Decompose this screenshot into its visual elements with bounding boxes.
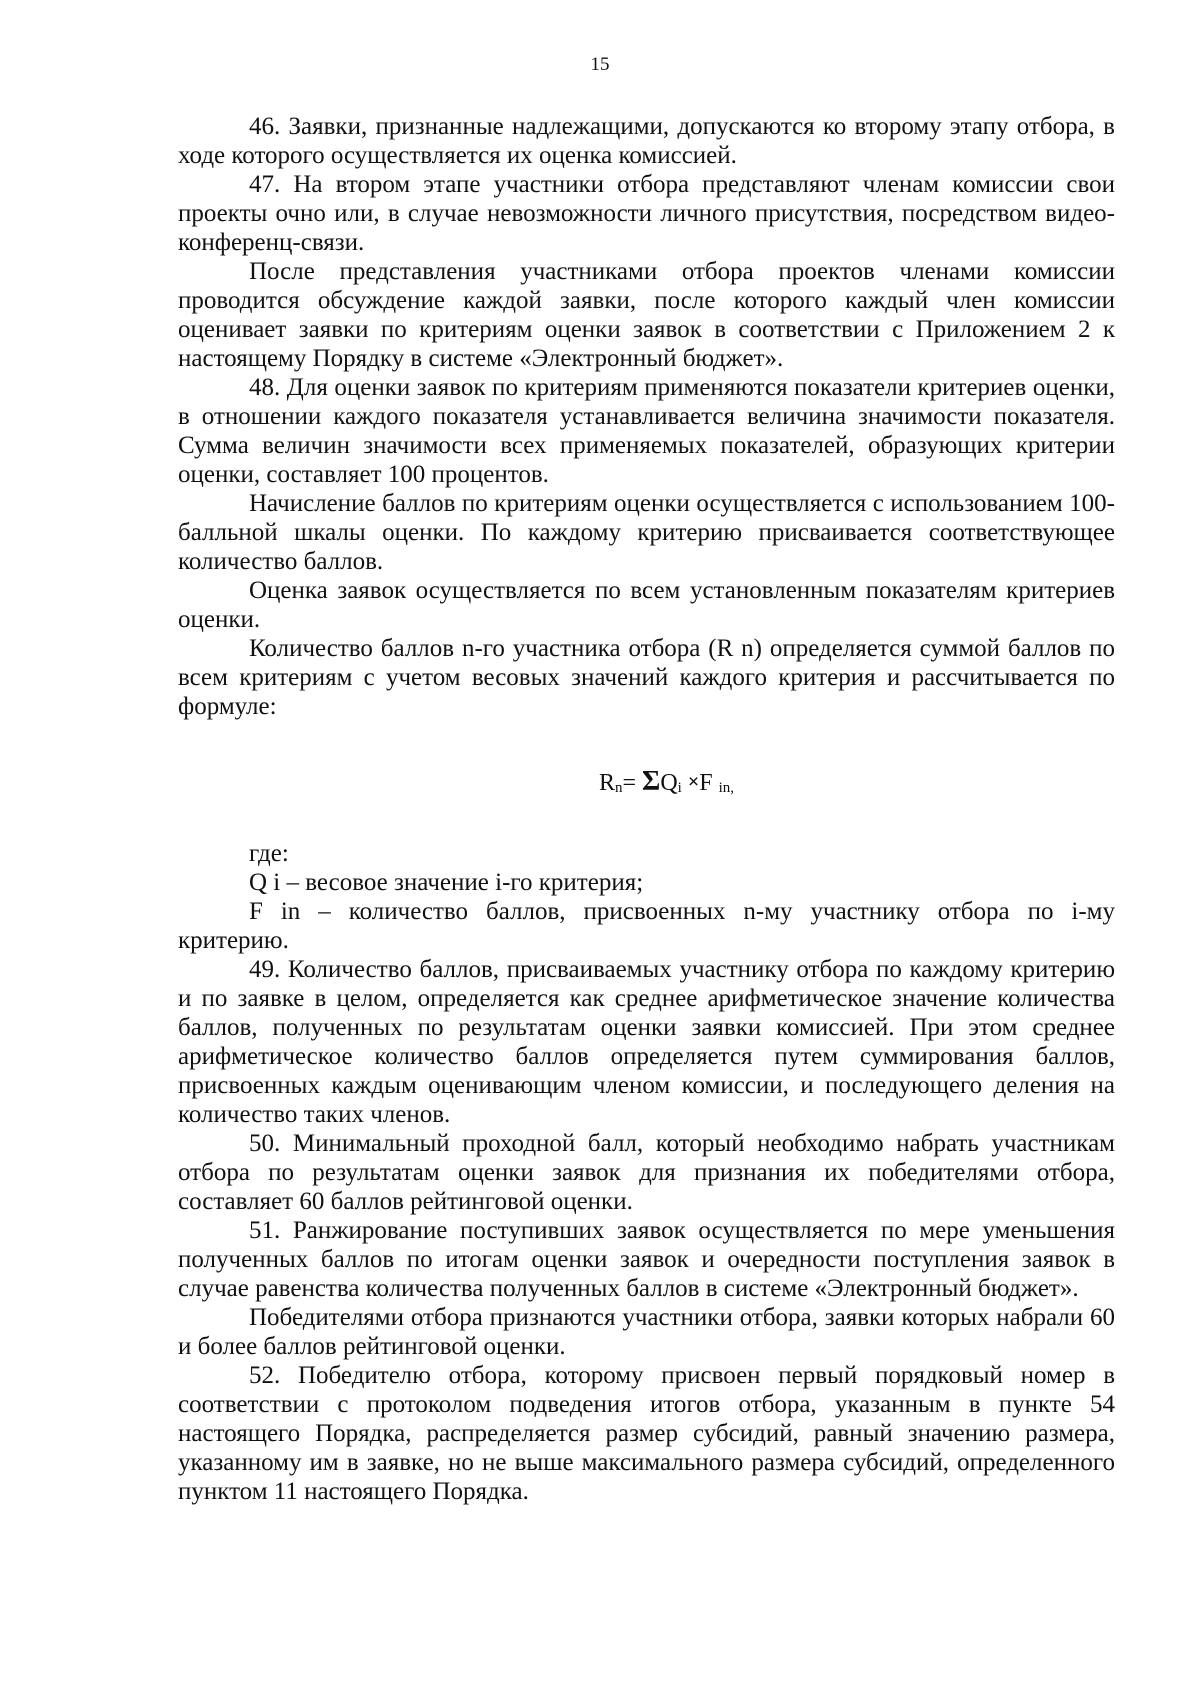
formula-times: × bbox=[687, 771, 700, 793]
page-number: 15 bbox=[590, 54, 610, 75]
paragraph-49: 49. Количество баллов, присваиваемых участнику отбора по каждому критерию и по заявке в целом, определяется как среднее арифметическое значение количества баллов, полученных по результатам оценки заявки комиссией. При этом среднее арифметическое количество баллов определяется путем суммирования баллов, присвоенных каждым оценивающим членом комиссии, и последующего деления на количество таких членов. bbox=[178, 956, 1115, 1128]
paragraph-48: 48. Для оценки заявок по критериям применяются показатели критериев оценки, в отношении каждого показателя устанавливается величина значимости показателя. Сумма величин значимости всех применяемых показателей, образующих критерии оценки, составляет 100 процентов. bbox=[178, 374, 1115, 488]
formula-equals: = bbox=[622, 770, 643, 796]
document-body bbox=[178, 112, 1115, 1506]
paragraph-52: 52. Победителю отбора, которому присвоен первый порядковый номер в соответствии с протоколом подведения итогов отбора, указанным в пункте 54 настоящего Порядка, распределяется размер субсидий, равный значению размера, указанному им в заявке, но не выше максимального размера субсидий, определенного пунктом 11 настоящего Порядка. bbox=[178, 1362, 1115, 1505]
paragraph-51: 51. Ранжирование поступивших заявок осуществляется по мере уменьшения полученных баллов по итогам оценки заявок и очередности поступления заявок в случае равенства количества полученных баллов в системе «Электронный бюджет». bbox=[178, 1217, 1115, 1302]
formula-q-subscript: i bbox=[677, 780, 682, 796]
formula-f-subscript: in, bbox=[718, 780, 735, 796]
formula-r: R bbox=[598, 770, 615, 796]
paragraph-51-winners: Победителями отбора признаются участники отбора, заявки которых набрали 60 и более баллов рейтинговой оценки. bbox=[178, 1304, 1115, 1360]
formula-f: F bbox=[699, 770, 713, 796]
where-label: где: bbox=[249, 840, 289, 867]
paragraph-47: 47. На втором этапе участники отбора представляют членам комиссии свои проекты очно или, в случае невозможности личного присутствия, посредством видео-конференц-связи. bbox=[178, 171, 1115, 256]
paragraph-48-scoring: Начисление баллов по критериям оценки осуществляется с использованием 100-балльной шкалы оценки. По каждому критерию присваивается соответствующее количество баллов. bbox=[178, 490, 1115, 575]
paragraph-48-formula-intro: Количество баллов n-го участника отбора (R n) определяется суммой баллов по всем критериям с учетом весовых значений каждого критерия и рассчитывается по формуле: bbox=[178, 635, 1115, 720]
paragraph-46: 46. Заявки, признанные надлежащими, допускаются ко второму этапу отбора, в ходе которого осуществляется их оценка комиссией. bbox=[178, 113, 1115, 169]
formula-r-subscript: n bbox=[614, 780, 623, 796]
score-formula bbox=[178, 767, 1115, 803]
paragraph-50: 50. Минимальный проходной балл, который необходимо набрать участникам отбора по результатам оценки заявок для признания их победителями отбора, составляет 60 баллов рейтинговой оценки. bbox=[178, 1130, 1115, 1215]
definition-f: F in – количество баллов, присвоенных n-му участнику отбора по i-му критерию. bbox=[178, 898, 1115, 954]
paragraph-47-continued: После представления участниками отбора проектов членами комиссии проводится обсуждение каждой заявки, после которого каждый член комиссии оценивает заявки по критериям оценки заявок в соответствии с Приложением 2 к настоящему Порядку в системе «Электронный бюджет». bbox=[178, 258, 1115, 372]
formula-q: Q bbox=[660, 770, 678, 796]
formula-sigma: Σ bbox=[642, 766, 661, 797]
definition-q: Q i – весовое значение i-го критерия; bbox=[249, 869, 644, 896]
paragraph-48-evaluation: Оценка заявок осуществляется по всем установленным показателям критериев оценки. bbox=[178, 577, 1115, 633]
